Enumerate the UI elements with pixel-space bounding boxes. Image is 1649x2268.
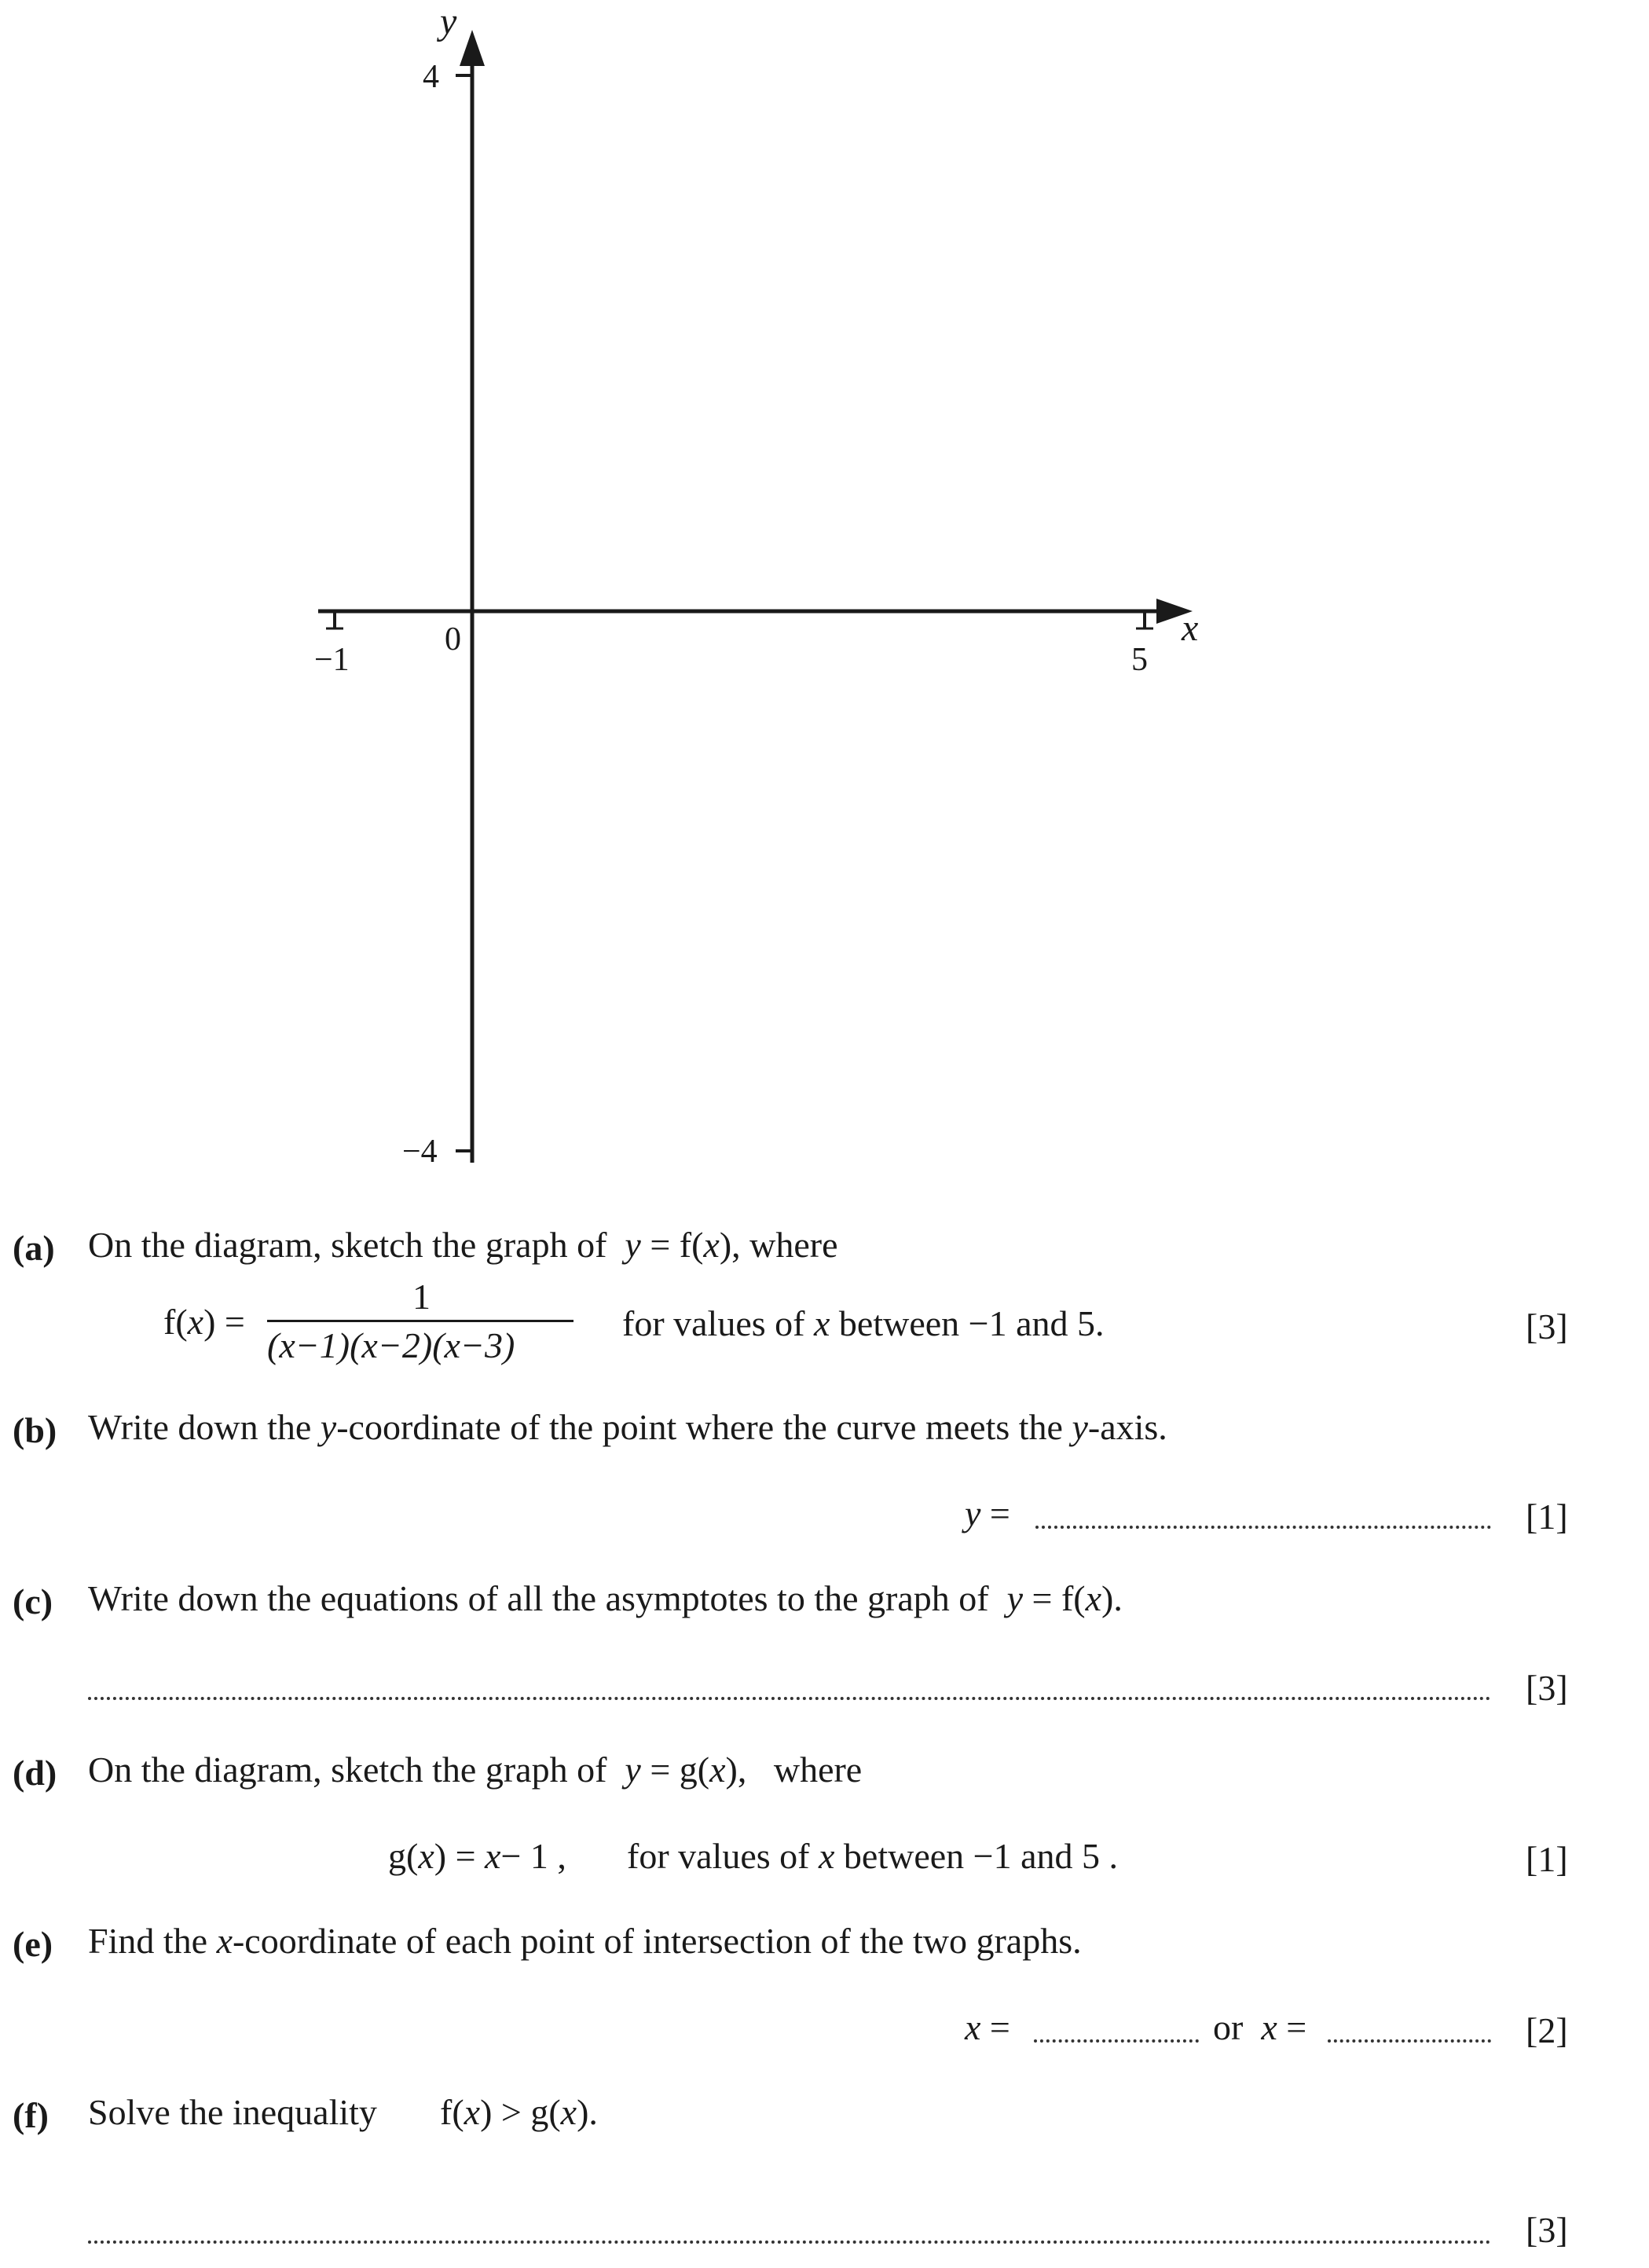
part-b-marks: [1]	[1526, 1497, 1568, 1537]
part-f-label: (f)	[13, 2095, 49, 2135]
part-d-question: On the diagram, sketch the graph of y = g(x), where	[88, 1750, 863, 1790]
x-tick-label-right: 5	[1131, 642, 1148, 678]
part-e-question: Find the x-coordinate of each point of intersection of the two graphs.	[88, 1921, 1082, 1961]
part-b-answer-line[interactable]	[1035, 1526, 1491, 1529]
y-axis-label: y	[440, 1, 457, 42]
part-e-marks: [2]	[1526, 2010, 1568, 2050]
y-tick-label-bottom: −4	[402, 1134, 438, 1170]
y-tick-label-top: 4	[423, 59, 439, 95]
part-a-denominator: (x−1)(x−2)(x−3)	[267, 1325, 515, 1365]
x-tick-label-left: −1	[314, 642, 350, 678]
part-b-answer-prefix: y =	[965, 1493, 1010, 1533]
part-d-label: (d)	[13, 1753, 57, 1793]
part-c-answer-line[interactable]	[88, 1697, 1491, 1700]
y-axis-arrow	[460, 30, 485, 66]
part-e-answer-line-2[interactable]	[1328, 2039, 1491, 2043]
part-f-inequality: f(x) > g(x).	[440, 2092, 598, 2132]
part-e-label: (e)	[13, 1924, 53, 1964]
part-c-marks: [3]	[1526, 1668, 1568, 1708]
origin-label: 0	[445, 621, 461, 658]
part-a-question: On the diagram, sketch the graph of y = f(x), where	[88, 1225, 838, 1265]
part-d-gx-definition: g(x) = x− 1 ,	[388, 1836, 566, 1876]
part-c-question: Write down the equations of all the asymptotes to the graph of y = f(x).	[88, 1578, 1123, 1618]
part-c-label: (c)	[13, 1581, 53, 1621]
part-e-answer-line-1[interactable]	[1034, 2039, 1199, 2043]
part-e-answer-prefix-1: x =	[965, 2007, 1010, 2047]
part-f-answer-line[interactable]	[88, 2241, 1491, 2244]
part-a-fraction-bar	[267, 1320, 573, 1322]
part-e-answer-prefix-2: or x =	[1213, 2007, 1307, 2047]
part-d-marks: [1]	[1526, 1839, 1568, 1879]
x-axis-label: x	[1182, 607, 1199, 649]
part-a-range: for values of x between −1 and 5.	[622, 1303, 1105, 1343]
part-a-numerator: 1	[412, 1277, 431, 1317]
part-b-label: (b)	[13, 1410, 57, 1450]
part-a-label: (a)	[13, 1228, 55, 1268]
part-a-fx-lhs: f(x) =	[163, 1302, 245, 1342]
part-b-question: Write down the y-coordinate of the point where the curve meets the y-axis.	[88, 1407, 1167, 1447]
part-f-question: Solve the inequality	[88, 2092, 377, 2132]
part-a-marks: [3]	[1526, 1306, 1568, 1347]
part-f-marks: [3]	[1526, 2210, 1568, 2250]
part-d-range: for values of x between −1 and 5 .	[627, 1836, 1119, 1876]
